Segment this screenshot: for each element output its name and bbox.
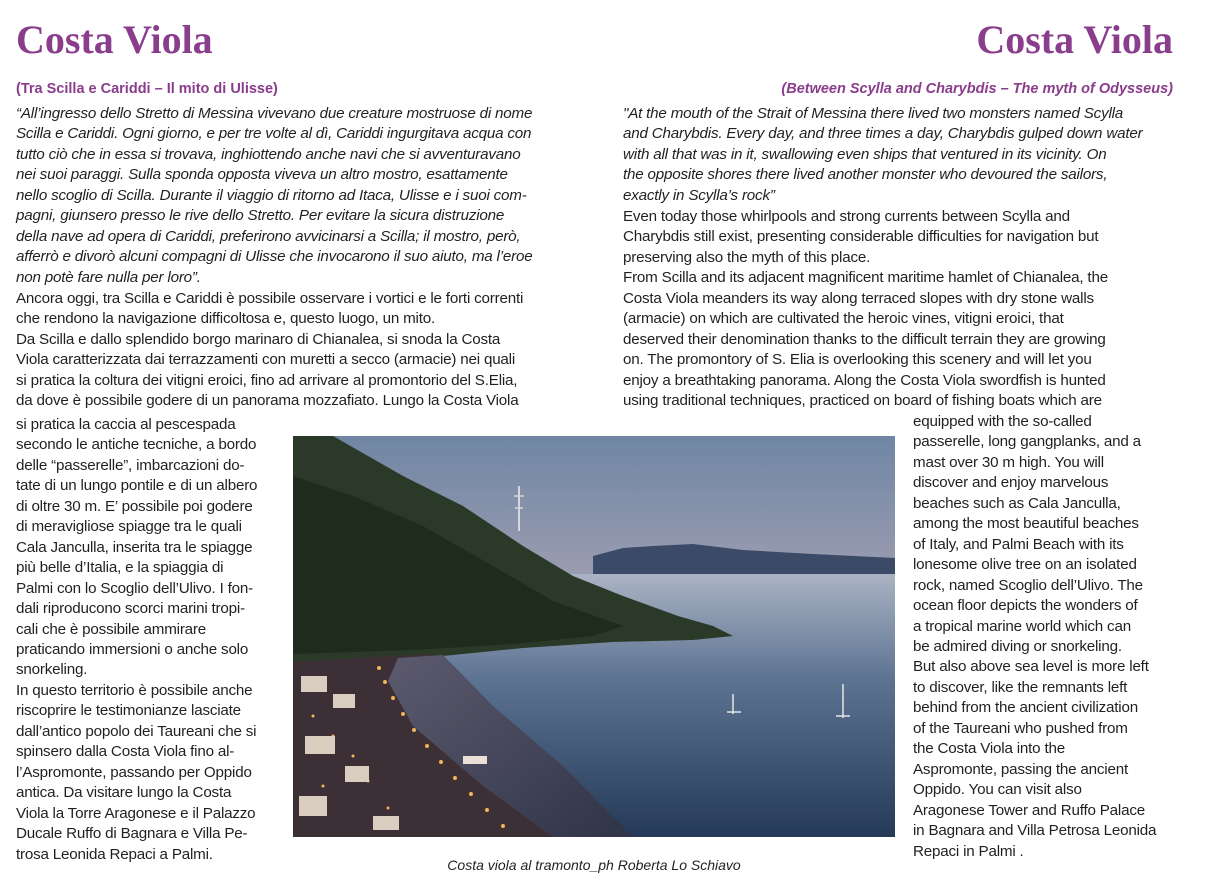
text-line: l’Aspromonte, passando per Oppido [16,763,252,781]
text-line: In questo territorio è possibile anche [16,681,253,699]
text-line: da dove è possibile godere di un panorama mozzafiato. Lungo la Costa Viola [16,392,519,410]
text-line: più belle d’Italia, e la spiaggia di [16,559,224,577]
text-line: dall’antico popolo dei Taureani che si [16,722,257,740]
text-line: tate di un lungo pontile e di un albero [16,477,258,495]
text-line: "At the mouth of the Strait of Messina there lived two monsters named Scylla [623,105,1124,122]
text-line: secondo le antiche tecniche, a bordo [16,436,257,454]
text-line: afferrò e divorò alcuni compagni di Ulisse che invocarono il suo aiuto, ma l’eroe [16,248,533,266]
text-line: Charybdis still exist, presenting considerable difficulties for navigation but [623,228,1099,246]
text-line: Cala Janculla, inserita tra le spiagge [16,538,253,556]
text-line: deserved their denomination thanks to the difficult terrain they are growing [623,330,1106,348]
text-line: che rendono la navigazione difficoltosa e, questo luogo, un mito. [16,310,436,328]
text-line: rock, named Scoglio dell’Ulivo. The [913,576,1143,594]
text-line: and Charybdis. Every day, and three times a day, Charybdis gulped down water [623,125,1143,143]
text-line: snorkeling. [16,661,88,679]
text-line: Viola caratterizzata dai terrazzamenti con muretti a secco (armacie) nei quali [16,351,516,369]
text-line: Ancora oggi, tra Scilla e Cariddi è possibile osservare i vortici e le forti correnti [16,290,524,307]
costa-viola-sunset-photo [293,436,895,837]
text-line: But also above sea level is more left [913,658,1149,676]
text-line: ocean floor depicts the wonders of [913,597,1138,615]
text-line: the Costa Viola into the [913,740,1065,758]
text-line: praticando immersioni o anche solo [16,640,249,658]
text-line: non potè fare nulla per loro”. [16,268,201,286]
text-line: Palmi con lo Scoglio dell’Ulivo. I fon- [16,579,253,597]
text-line: the opposite shores there lived another monster who devoured the sailors, [623,166,1108,184]
text-line: pagni, giunsero presso le rive dello Stretto. Per evitare la sicura distruzione [16,207,505,225]
text-line: lonesome olive tree on an isolated [913,556,1137,574]
text-line: nei suoi paraggi. Sulla sponda opposta viveva un altro mostro, esattamente [16,166,508,184]
italian-myth-quote [16,104,566,288]
text-line: Viola la Torre Aragonese e il Palazzo [16,804,256,822]
subtitle-english: (Between Scylla and Charybdis – The myth of Odysseus) [781,81,1173,97]
text-line: equipped with the so-called [913,413,1092,430]
text-line: beaches such as Cala Janculla, [913,494,1121,512]
text-line: tutto ciò che in essa si trovava, inghiottendo anche navi che si avventuravano [16,145,521,163]
text-line: spinsero dalla Costa Viola fino al- [16,743,235,761]
text-line: Repaci in Palmi . [913,842,1024,860]
text-line: Da Scilla e dallo splendido borgo marinaro di Chianalea, si snoda la Costa [16,330,501,348]
text-line: Scilla e Cariddi. Ogni giorno, e per tre volte al dì, Cariddi ingurgitava acqua con [16,125,532,143]
subtitle-italian: (Tra Scilla e Cariddi – Il mito di Ulisse) [16,81,278,97]
text-line: on. The promontory of S. Elia is overlooking this scenery and will let you [623,351,1092,369]
text-line: passerelle, long gangplanks, and a [913,433,1141,451]
text-line: preserving also the myth of this place. [623,248,871,266]
text-line: (armacie) on which are cultivated the heroic vines, vitigni eroici, that [623,310,1064,328]
text-line: Oppido. You can visit also [913,781,1082,799]
text-line: si pratica la coltura dei vitigni eroici, fino ad arrivare al promontorio del S.Elia, [16,371,518,389]
text-line: Ducale Ruffo di Bagnara e Villa Pe- [16,825,248,843]
english-myth-quote [623,104,1175,206]
text-line: in Bagnara and Villa Petrosa Leonida [913,822,1157,840]
text-line: behind from the ancient civilization [913,699,1138,717]
english-side-column [913,412,1175,862]
text-line: exactly in Scylla’s rock” [623,186,775,204]
text-line: si pratica la caccia al pescespada [16,416,236,433]
text-line: cali che è possibile ammirare [16,620,207,638]
text-line: of Italy, and Palmi Beach with its [913,535,1124,553]
text-line: trosa Leonida Repaci a Palmi. [16,845,213,863]
italian-body-text [16,289,566,412]
text-line: “All’ingresso dello Stretto di Messina vivevano due creature mostruose di nome [16,105,533,122]
english-body-text [623,207,1175,412]
page-title-italian: Costa Viola [16,17,213,62]
text-line: di oltre 30 m. E’ possibile poi godere [16,497,253,515]
text-line: discover and enjoy marvelous [913,474,1109,492]
text-line: Aragonese Tower and Ruffo Palace [913,801,1145,819]
text-line: riscoprire le testimonianze lasciate [16,702,241,720]
text-line: be admired diving or snorkeling. [913,637,1122,655]
text-line: enjoy a breathtaking panorama. Along the Costa Viola swordfish is hunted [623,371,1106,389]
text-line: From Scilla and its adjacent magnificent maritime hamlet of Chianalea, the [623,269,1108,287]
text-line: using traditional techniques, practiced on board of fishing boats which are [623,392,1102,410]
text-line: with all that was in it, swallowing even ships that ventured in its vicinity. On [623,145,1107,163]
photo-caption: Costa viola al tramonto_ph Roberta Lo Schiavo [447,857,741,873]
text-line: of the Taureani who pushed from [913,719,1128,737]
text-line: to discover, like the remnants left [913,678,1128,696]
text-line: mast over 30 m high. You will [913,453,1104,471]
text-line: di meravigliose spiagge tra le quali [16,518,242,536]
page-title-english: Costa Viola [976,17,1173,62]
text-line: della nave ad opera di Cariddi, preferirono avvicinarsi a Scilla; il mostro, però, [16,227,521,245]
text-line: Even today those whirlpools and strong currents between Scylla and [623,208,1070,225]
text-line: Aspromonte, passing the ancient [913,760,1128,778]
text-line: among the most beautiful beaches [913,515,1139,533]
text-line: antica. Da visitare lungo la Costa [16,784,232,802]
text-line: a tropical marine world which can [913,617,1131,635]
text-line: dali riproducono scorci marini tropi- [16,600,245,618]
text-line: delle “passerelle”, imbarcazioni do- [16,456,245,474]
text-line: nello scoglio di Scilla. Durante il viaggio di ritorno ad Itaca, Ulisse e i suoi com- [16,186,527,204]
text-line: Costa Viola meanders its way along terraced slopes with dry stone walls [623,289,1094,307]
italian-side-column [16,415,275,865]
